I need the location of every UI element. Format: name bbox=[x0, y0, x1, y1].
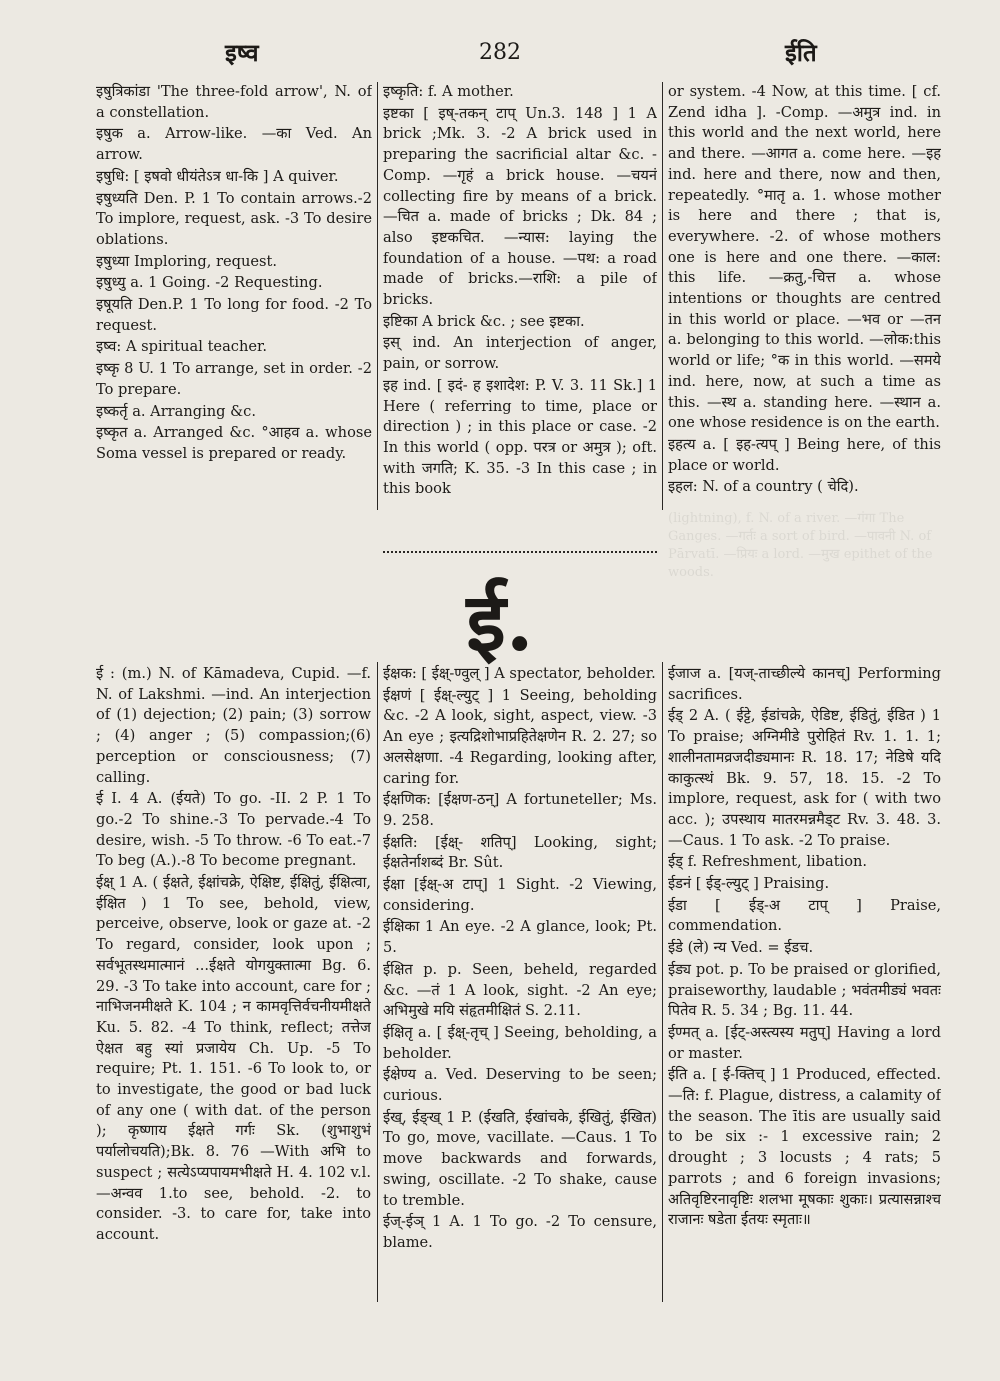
dictionary-entry: इस् ind. An interjection of anger, pain, or sorrow. bbox=[383, 334, 657, 373]
dictionary-entry: इह ind. [ इदं- ह इशादेश: P. V. 3. 11 Sk.] 1 Here ( referring to time, place or direction ) ; in this place or case. -2 In this world ( opp. परत्र or अमुत्र ); oft. with जगति; K. 35. -3 In this case ; in this book bbox=[383, 376, 657, 498]
dictionary-entry: इषुक a. Arrow-like. —का Ved. An arrow. bbox=[96, 125, 372, 164]
dictionary-entry: ईण्मत् a. [ईट्-अस्त्यस्य मतुप्] Having a lord or master. bbox=[668, 1023, 941, 1062]
dictionary-entry: इहल: N. of a country ( चेदि). bbox=[668, 478, 859, 496]
bleed-through-text: (lightning), f. N. of a river. —गंगा The Ganges. —गर्तः a sort of bird. —पावनी N. of Pārvatī. —प्रियः a lord. —मुख epithet of the woods. bbox=[668, 511, 933, 580]
dictionary-entry: ईक्षा [ईक्ष्-अ टाप्] 1 Sight. -2 Viewing, considering. bbox=[383, 876, 657, 914]
bottom-column-3 bbox=[668, 664, 941, 1304]
column-rule bbox=[662, 82, 663, 510]
page-header bbox=[0, 36, 1000, 80]
top-column-3 bbox=[668, 82, 941, 510]
page-number: 282 bbox=[479, 40, 521, 65]
left-guide-word: इष्व bbox=[225, 38, 259, 67]
bottom-column-1 bbox=[96, 664, 371, 1304]
dictionary-entry: इष्कर्तृ a. Arranging &c. bbox=[96, 402, 256, 420]
dictionary-entry: इषुध्यति Den. P. 1 To contain arrows.-2 To implore, request, ask. -3 To desire oblations. bbox=[96, 189, 372, 248]
dictionary-entry: ईक्षक: [ ईक्ष्-ण्वुल् ] A spectator, beholder. bbox=[383, 665, 656, 682]
column-rule bbox=[662, 662, 663, 1302]
dictionary-entry: ईडे (ले) न्य Ved. = ईडच. bbox=[668, 939, 814, 957]
dictionary-entry: ईड् 2 A. ( ईट्टे, ईडांचक्रे, ऐडिष्ट, ईडितुं, ईडित ) 1 To praise; अग्निमीडे पुरोहितं Rv. 1. 1. 1; शालीनतामव्रजदीड्यमानः R. 18. 17; नेडिषे यदि काकुत्स्थं Bk. 9. 57, 18. 15. -2 To implore, request, ask for ( with two acc. ); उपस्थाय मातरमन्नमैड्ट Rv. 3. 48. 3. —Caus. 1 To ask. -2 To praise. bbox=[668, 707, 941, 849]
dictionary-entry: ईक्ष् 1 A. ( ईक्षते, ईक्षांचक्रे, ऐक्षिष्ट, ईक्षितुं, ईक्षित्वा, ईक्षित ) 1 To see, behold, view, perceive, observe, look or gaze at. -2 To regard, consider, look upon ; सर्वभूतस्थमात्मानं ...ईक्षते योगयुक्तात्मा Bg. 6. 29. -3 To take into account, care for ; नाभिजनमीक्षते K. 104 ; न कामवृत्तिर्वचनीयमीक्षते Ku. 5. 82. -4 To think, reflect; तत्तेज ऐक्षत बहु स्यां प्रजायेय Ch. Up. -5 To require; Pt. 1. 151. -6 To look to, or to investigate, the good or bad luck of any one ( with dat. of the person ); कृष्णाय ईक्षते गर्गः Sk. (शुभाशुभं पर्यालोचयति);Bk. 8. 76 —With अभि to suspect ; सत्येऽप्यपायमभीक्षते H. 4. 102 v.l. —अन्वव 1.to see, behold. -2. to consider. -3. to care for, take into account. bbox=[96, 874, 371, 1243]
dictionary-entry: ईजाज a. [यज्-ताच्छील्ये कानच्] Performing sacrifices. bbox=[668, 665, 941, 703]
dictionary-entry: ईज्-ईञ् 1 A. 1 To go. -2 To censure, blame. bbox=[383, 1213, 657, 1251]
dictionary-entry: इषूयति Den.P. 1 To long for food. -2 To request. bbox=[96, 296, 372, 334]
dictionary-entry: ईड्य pot. p. To be praised or glorified, praiseworthy, laudable ; भवंतमीड्यं भवतः पितेव R. 5. 34 ; Bg. 11. 44. bbox=[668, 960, 941, 1020]
section-divider bbox=[383, 551, 657, 553]
dictionary-entry: ईडा [ ईड्-अ टाप् ] Praise, commendation. bbox=[668, 896, 941, 935]
dictionary-entry: इषुध्यु a. 1 Going. -2 Requesting. bbox=[96, 274, 323, 292]
dictionary-entry: ईड् f. Refreshment, libation. bbox=[668, 853, 868, 871]
right-guide-word: ईति bbox=[785, 38, 817, 67]
section-letter: ई. bbox=[466, 575, 534, 669]
column-rule bbox=[377, 82, 378, 510]
dictionary-entry: ईख्, ईङ्ख् 1 P. (ईखति, ईखांचके, ईखितुं, ईखित) To go, move, vacillate. —Caus. 1 To move backwards and forwards, swing, oscillate. -2 To shake, cause to tremble. bbox=[383, 1108, 657, 1209]
dictionary-entry: इष्टका [ इष्-तकन् टाप् Un.3. 148 ] 1 A brick ;Mk. 3. -2 A brick used in preparing the sacrificial altar &c. -Comp. —गृहं a brick house. —चयनं collecting fire by means of a brick. —चित a. made of bricks ; Dk. 84 ; also इष्टकचित. —न्यास: laying the foundation of a house. —पथ: a road made of bricks.—राशि: a pile of bricks. bbox=[383, 104, 657, 309]
dictionary-entry: इष्कृति: f. A mother. bbox=[383, 83, 514, 100]
dictionary-entry: ईक्षितृ a. [ ईक्ष्-तृच् ] Seeing, beholding, a beholder. bbox=[383, 1023, 657, 1062]
dictionary-entry: इष्कृ 8 U. 1 To arrange, set in order. -2 To prepare. bbox=[96, 360, 372, 398]
dictionary-entry: इष्व: A spiritual teacher. bbox=[96, 338, 267, 356]
dictionary-entry: ईक्षणिक: [ईक्षण-ठन्] A fortuneteller; Ms. 9. 258. bbox=[383, 791, 657, 829]
dictionary-entry: ईति a. [ ई-क्तिच् ] 1 Produced, effected. —ति: f. Plague, distress, a calamity of the season. The ītis are usually said to be six :- 1 excessive rain; 2 drought ; 3 locusts ; 4 rats; 5 parrots ; and 6 foreign invasions; अतिवृष्टिरनावृष्टिः शलभा मूषकाः शुकाः। प्रत्यासन्नाश्च राजानः षडेता ईतयः स्मृताः॥ bbox=[668, 1066, 941, 1229]
top-column-1 bbox=[96, 82, 372, 512]
dictionary-entry: or system. -4 Now, at this time. [ cf. Zend idha ]. -Comp. —अमुत्र ind. in this world and the next world, here and there. —आगत a. come here. —इह ind. here and there, now and then, repeatedly. °मातृ a. 1. whose mother is here and there ; that is, everywhere. -2. of whose mothers one is here and one there. —काल: this life. —क्रतु,-चित्त a. whose intentions or thoughts are centred in this world or place. —भव or —तन a. belonging to this world. —लोक:this world or life; °क in this world. —समये ind. here, now, at such a time as this. —स्थ a. standing here. —स्थान a. one whose residence is on the earth. bbox=[668, 83, 941, 432]
dictionary-entry: ईक्षिका 1 An eye. -2 A glance, look; Pt. 5. bbox=[383, 918, 657, 957]
dictionary-entry: ईक्षणं [ ईक्ष्-ल्युट् ] 1 Seeing, beholding &c. -2 A look, sight, aspect, view. -3 An eye ; इत्यद्रिशोभाप्रहितेक्षणेन R. 2. 27; so अलसेक्षणा. -4 Regarding, looking after, caring for. bbox=[383, 686, 657, 787]
top-column-2 bbox=[383, 82, 657, 510]
dictionary-entry: ई : (m.) N. of Kāmadeva, Cupid. —f. N. of Lakshmi. —ind. An interjection of (1) dejection; (2) pain; (3) sorrow ; (4) anger ; (5) compassion;(6) perception or consciousness; (7) calling. bbox=[96, 665, 371, 786]
dictionary-entry: ई I. 4 A. (ईयते) To go. -II. 2 P. 1 To go.-2 To shine.-3 To pervade.-4 To desire, wish. -5 To throw. -6 To eat.-7 To beg (A.).-8 To become pregnant. bbox=[96, 790, 371, 870]
dictionary-entry: इष्टिका A brick &c. ; see इष्टका. bbox=[383, 312, 585, 330]
dictionary-entry: इषुत्रिकांडा 'The three-fold arrow', N. of a constellation. bbox=[96, 83, 372, 121]
dictionary-entry: ईक्षेण्य a. Ved. Deserving to be seen; curious. bbox=[383, 1066, 657, 1105]
bottom-column-2 bbox=[383, 664, 657, 1304]
column-rule bbox=[377, 662, 378, 1302]
dictionary-entry: इषुधि: [ इषवो धीयंतेऽत्र धा-कि ] A quiver. bbox=[96, 167, 339, 185]
dictionary-entry: इष्कृत a. Arranged &c. °आहव a. whose Soma vessel is prepared or ready. bbox=[96, 424, 372, 462]
dictionary-entry: इषुध्या Imploring, request. bbox=[96, 252, 278, 270]
dictionary-entry: ईक्षति: [ईक्ष्- शतिप्] Looking, sight; ईक्षतेर्नाशब्दं Br. Sût. bbox=[383, 833, 657, 872]
dictionary-entry: ईडनं [ ईड्-ल्युट् ] Praising. bbox=[668, 875, 830, 893]
dictionary-entry: ईक्षित p. p. Seen, beheld, regarded &c. —तं 1 A look, sight. -2 An eye; अभिमुखे मयि संहृतमीक्षितं S. 2.11. bbox=[383, 960, 657, 1020]
dictionary-entry: इहत्य a. [ इह-त्यप् ] Being here, of this place or world. bbox=[668, 435, 941, 474]
